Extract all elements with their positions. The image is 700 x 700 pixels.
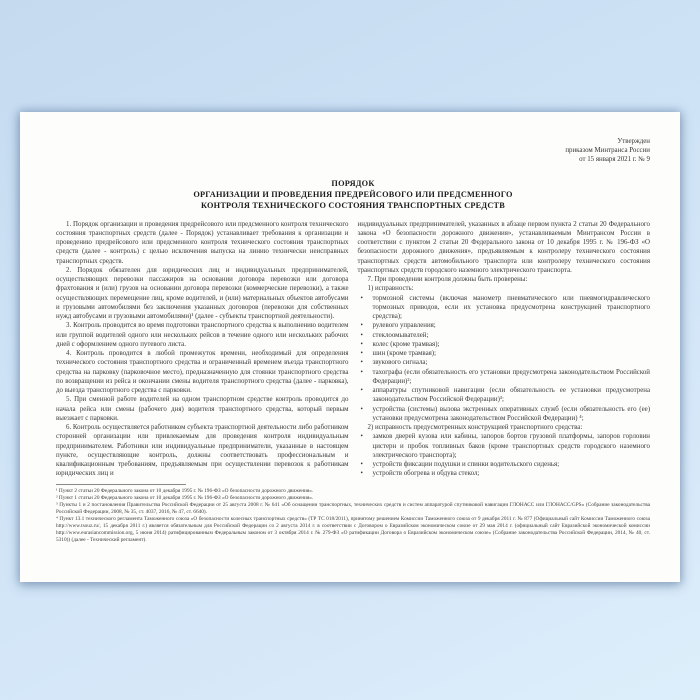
bullet-item: • устройства (системы) вызова экстренных оперативных служб (если обязательность его (ее) установки предусмотрена законодательством Российской Федерации) ⁴;	[358, 405, 651, 424]
paragraph-1: 1. Порядок организации и проведения предрейсового или предсменного контроля технического состояния транспортных средств (далее - Порядок) устанавливает требования к организации и проведению предрейсового или предсменного контроля технического состояния транспортных средств (далее - контроль) с целью исключения выпуска на линию технически неисправных транспортных средств.	[56, 220, 349, 265]
footnote-separator	[56, 484, 186, 485]
approval-line: от 15 января 2021 г. № 9	[579, 156, 650, 164]
title-line: ОРГАНИЗАЦИИ И ПРОВЕДЕНИЯ ПРЕДРЕЙСОВОГО ИЛИ ПРЕДСМЕННОГО	[193, 189, 513, 199]
paragraph-6: 6. Контроль осуществляется работником субъекта транспортной деятельности либо работником сторонней организации или привлекаемым для проведения контроля индивидуальным предпринимателем. Работники или индивидуальные предприниматели, указанные в настоящем пункте, осуществляющие контроль, должны соответствовать профессиональным и квалификационным требованиям, предъявляемым при осуществлении перевозок к работникам юридических лиц и	[56, 424, 349, 478]
paragraph-2: 2. Порядок обязателен для юридических лиц и индивидуальных предпринимателей, осуществляющих перевозки пассажиров на основании договора перевозки или договора фрахтования и (или) грузов на основании договора перевозки (коммерческие перевозки), а также осуществляющих перемещение лиц, кроме водителей, и (или) материальных объектов автобусами и грузовыми автомобилями без заключения указанных договоров (перевозки для собственных нужд автобусами и грузовыми автомобилями)¹ (далее - субъекты транспортной деятельности).	[56, 266, 349, 321]
bullet-item: • устройств обогрева и обдува стекол;	[358, 469, 651, 478]
bullet-item: • звукового сигнала;	[358, 358, 651, 367]
approval-stamp	[56, 137, 650, 165]
document-title	[56, 178, 650, 211]
paragraph-3: 3. Контроль проводится во время подготовки транспортного средства к выполнению водителем или группой водителей одного или нескольких рейсов в течение одного или нескольких рабочих дней с оформлением одного путевого листа.	[56, 322, 349, 348]
bullet-item: • тормозной системы (включая манометр пневматического или пневмогидравлического тормозных приводов, если их установка предусмотрена конструкцией транспортного средства);	[358, 294, 651, 322]
paragraph-4: 4. Контроль проводится в любой промежуток времени, необходимый для определения технического состояния транспортного средства и ограниченный временем въезда транспортного средства на парковку (парковочное место), предназначенную для стоянки транспортного средства по возвращении из рейса и окончании смены водителя транспортного средства (далее - парковка), до выезда транспортного средства с парковки.	[56, 350, 349, 395]
subitem-1-heading: 1) исправность:	[367, 285, 414, 293]
footnotes-section	[56, 484, 650, 544]
title-line: ПОРЯДОК	[331, 178, 375, 188]
bullet-item: • замков дверей кузова или кабины, запоров бортов грузовой платформы, запоров горловин цистерн и пробок топливных баков (кроме транспортных средств городского наземного электрического транспорта);	[358, 432, 651, 460]
approval-line: приказом Минтранса России	[565, 147, 650, 155]
bullet-item: • устройств фиксации подушки и спинки водительского сиденья;	[358, 460, 651, 469]
paragraph-7: 7. При проведении контроля должны быть проверены:	[367, 276, 528, 284]
bullet-item: • рулевого управления;	[358, 321, 651, 330]
approval-line: Утвержден	[617, 138, 650, 145]
footnote-2: ² Пункт 1 статьи 20 Федерального закона от 10 декабря 1995 г. № 196-ФЗ «О безопасности дорожного движения».	[56, 494, 314, 501]
two-column-body	[56, 220, 650, 479]
bullet-item: • тахографа (если обязательность его установки предусмотрена законодательством Российской Федерации)²;	[358, 368, 651, 387]
footnote-3: ³ Пункты 1 и 2 постановления Правительства Российской Федерации от 25 августа 2008 г. № 641 «Об оснащении транспортных, технических средств и систем аппаратурой спутниковой навигации ГЛОНАСС или ГЛОНАСС/GPS» (Собрание законодательства Российской Федерации, 2008, № 35, ст. 4037, 2016, № 47, ст. 6640).	[56, 501, 650, 515]
paragraph-5: 5. При сменной работе водителей на одном транспортном средстве контроль проводится до начала рейса или смены (рабочего дня) водителя транспортного средства, который первым выезжает с парковки.	[56, 396, 349, 422]
footnote-1: ¹ Пункт 2 статьи 20 Федерального закона от 10 декабря 1995 г. № 196-ФЗ «О безопасности дорожного движения».	[56, 487, 314, 494]
body-column-left	[56, 220, 349, 479]
title-line: КОНТРОЛЯ ТЕХНИЧЕСКОГО СОСТОЯНИЯ ТРАНСПОРТНЫХ СРЕДСТВ	[201, 200, 505, 210]
subitem-2-heading: 2) исправность предусмотренных конструкцией транспортного средства:	[367, 424, 583, 432]
footnote-4: ⁴ Пункт 13.1 технического регламента Таможенного союза «О безопасности колесных транспортных средств» (ТР ТС 018/2011), принятому решением Комиссии Таможенного союза от 9 декабря 2011 г. № 877 (Официальный сайт Комиссии Таможенного союза http://www.tsouz.ru/, 15 декабря 2011 г.) является обязательным для Российской Федерации со 2 августа 2014 г. в соответствии с Договором о Евразийском экономическом союзе от 29 мая 2014 г. (официальный сайт Евразийской экономической комиссии http://www.eurasiancommission.org, 5 июня 2014) ратифицированным Федеральным законом от 3 октября 2014 г. № 279-ФЗ «О ратификации Договора о Евразийском экономическом союзе» (Собрание законодательства Российской Федерации, 2014, № 40, ст. 5310)) (далее - Технический регламент).	[56, 515, 650, 543]
checklist-2	[358, 432, 651, 478]
paragraph-6-continuation: индивидуальных предпринимателей, указанных в абзаце первом пункта 2 статьи 20 Федерального закона «О безопасности дорожного движения», устанавливаемым Минтрансом России в соответствии с пунктом 2 статьи 20 Федерального закона от 10 декабря 1995 г. № 196-ФЗ «О безопасности дорожного движения», предъявляемым к контролеру технического состояния транспортных средств автомобильного транспорта или контролеру технического состояния транспортных средств городского наземного электрического транспорта.	[357, 220, 650, 274]
bullet-item: • аппаратуры спутниковой навигации (если обязательность ее установки предусмотрена законодательством Российской Федерации)³;	[358, 386, 651, 405]
bullet-item: • стеклоомывателей;	[358, 331, 651, 340]
document-page	[20, 112, 680, 582]
body-column-right	[358, 220, 651, 479]
checklist-1	[358, 294, 651, 424]
bullet-item: • шин (кроме трамвая);	[358, 349, 651, 358]
bullet-item: • колес (кроме трамвая);	[358, 340, 651, 349]
